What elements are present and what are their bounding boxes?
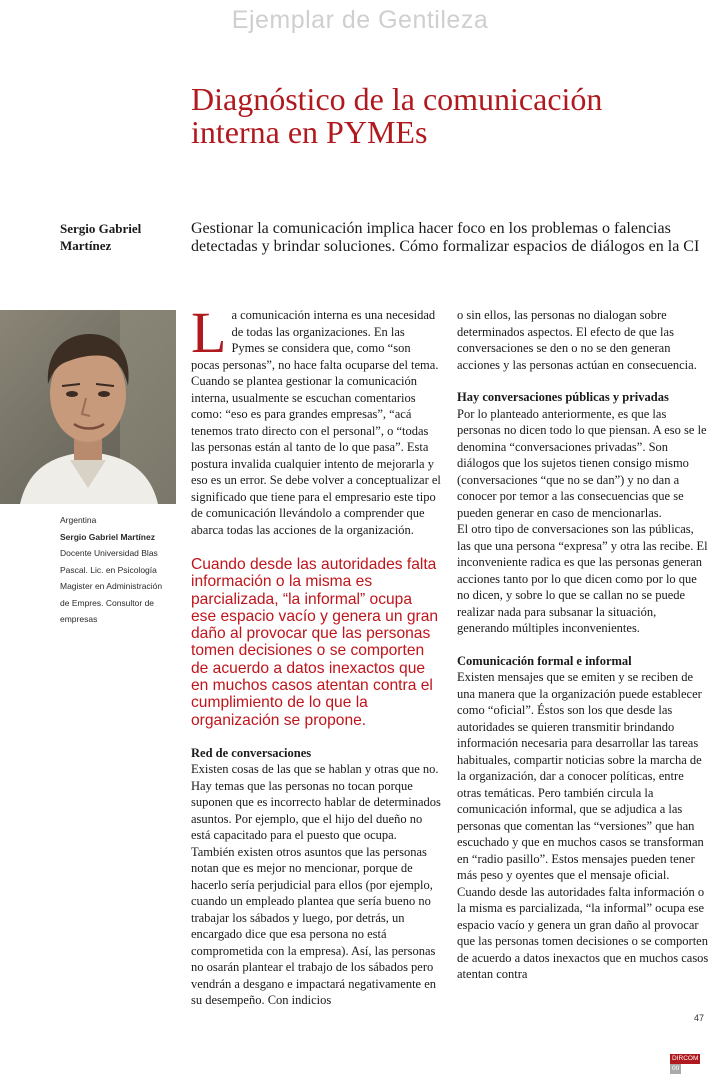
author-line-1: Sergio Gabriel (60, 221, 142, 236)
drop-cap: L (191, 300, 227, 365)
article-lead: Gestionar la comunicación implica hacer foco en los problemas o falencias detectadas y brindar soluciones. Cómo formalizar espacios de diálogos en la CI (191, 220, 700, 255)
brand-logo (670, 1054, 710, 1072)
title-line-2: interna en PYMEs (191, 114, 428, 150)
author-line-2: Martínez (60, 238, 112, 253)
text-column-2 (457, 307, 709, 983)
paragraph-text: a comunicación interna es una necesidad de todas las organizaciones. En las Pymes se considera que, como “son pocas personas”, no hace falta ocuparse del tema. Cuando se plantea gestionar la comunicación interna, usualmente se escuchan comentarios como: “eso es para grandes empresas”, “acá tenemos trato directo con el personal”, o “todas las personas están al tanto de lo que pasa”. Esta postura invalida cualquier intento de mejorarla y eso es un error. Se debe volver a conceptualizar el significado que tiene para el empresario este tipo de comunicación llevándolo a comprender que abarca todas las acciones de la organización. (191, 308, 441, 537)
brand-suffix: 00 (672, 1065, 680, 1072)
caption-line: Docente Universidad Blas (60, 548, 158, 558)
section-heading: Hay conversaciones públicas y privadas (457, 390, 669, 404)
caption-name: Sergio Gabriel Martínez (60, 531, 155, 542)
caption-line: Pascal. Lic. en Psicología (60, 564, 157, 575)
photo-caption (60, 512, 178, 628)
article-title (191, 83, 691, 149)
caption-line: Magister en Administración (60, 581, 163, 591)
author-photo (0, 310, 176, 504)
section-heading: Comunicación formal e informal (457, 653, 632, 668)
paragraph: Existen cosas de las que se hablan y otras que no. Hay temas que las personas no tocan porque suponen que es incorrecto hablar de determinados asuntos. Por ejemplo, que el hijo del dueño no está capacitado para el puesto que ocupa. También existen otros asuntos que las personas notan que es mejor no mencionar, porque de hacerlo sería perjudicial para ellos (por ejemplo, cuando un empleado plantea que sería bueno no trabajar los sábados y luego, por detrás, un encargado dice que esa persona no está comprometida con la empresa). Así, las personas no osarán plantear el trabajo de los sábados pero vendrán a desgano e impactará negativamente en su desempeño. Con indicios (191, 762, 441, 1008)
caption-line: de Empres. Consultor de (60, 597, 155, 608)
paragraph: Cuando desde las autoridades falta información o la misma es parcializada, “la informal” ocupa ese espacio vacío y genera un gran daño al provocar que las personas tomen decisiones o se comporten de acuerdo a datos inexactos que en muchos casos atentan contra (457, 884, 709, 981)
paragraph (191, 300, 441, 538)
author-name (60, 220, 170, 254)
section-heading: Red de conversaciones (191, 745, 312, 760)
paragraph: o sin ellos, las personas no dialogan sobre determinados aspectos. El efecto de que las conversaciones se den o no se den generan acciones y las personas actúan en consecuencia. (457, 308, 697, 372)
caption-line: empresas (60, 614, 98, 624)
caption-country: Argentina (60, 515, 97, 525)
brand-name: DIRCOM (672, 1055, 699, 1062)
paragraph: El otro tipo de conversaciones son las públicas, las que una persona “expresa” y otra las recibe. El inconveniente radica es que las personas generan acciones tanto por lo que dicen como por lo que no dicen, y sobre lo que se callan no se puede realizar nada para subsanar la situación, generando múltiples inconvenientes. (457, 522, 708, 635)
pull-quote: Cuando desde las autoridades falta información o la misma es parcializada, “la informal” ocupa ese espacio vacío y genera un gran daño al provocar que las personas tomen decisiones o se comporten de acuerdo a datos inexactos que en muchos casos atentan contra el cumplimiento de lo que la organización se propone. (191, 556, 439, 729)
portrait-image (0, 310, 176, 504)
title-line-1: Diagnóstico de la comunicación (191, 81, 603, 117)
watermark: Ejemplar de Gentileza (231, 6, 489, 34)
text-column-1 (191, 300, 441, 1009)
paragraph: Por lo planteado anteriormente, es que las personas no dicen todo lo que piensan. A eso se le denomina “conversaciones privadas”. Son diálogos que los sujetos tienen consigo mismo (conversaciones “que no se dan”) y no dan a conocer por temor a las consecuencias que se pueden generar en caso de mencionarlas. (457, 406, 707, 520)
page-number: 47 (694, 1013, 705, 1023)
paragraph: Existen mensajes que se emiten y se reciben de una manera que la organización puede establecer como “oficial”. Éstos son los que desde las autoridades se quieren transmitir brindando información necesaria para desarrollar las tareas habituales, compartir noticias sobre la marcha de la organización, dar a conocer políticas, entre otras temáticas. Pero también circula la comunicación informal, que se adjudica a las personas que comentan las “versiones” que han escuchado y que en muchos casos se transforman en “radio pasillo”. Estos mensajes pueden tener más peso y oyentes que el mensaje oficial. (457, 670, 704, 882)
